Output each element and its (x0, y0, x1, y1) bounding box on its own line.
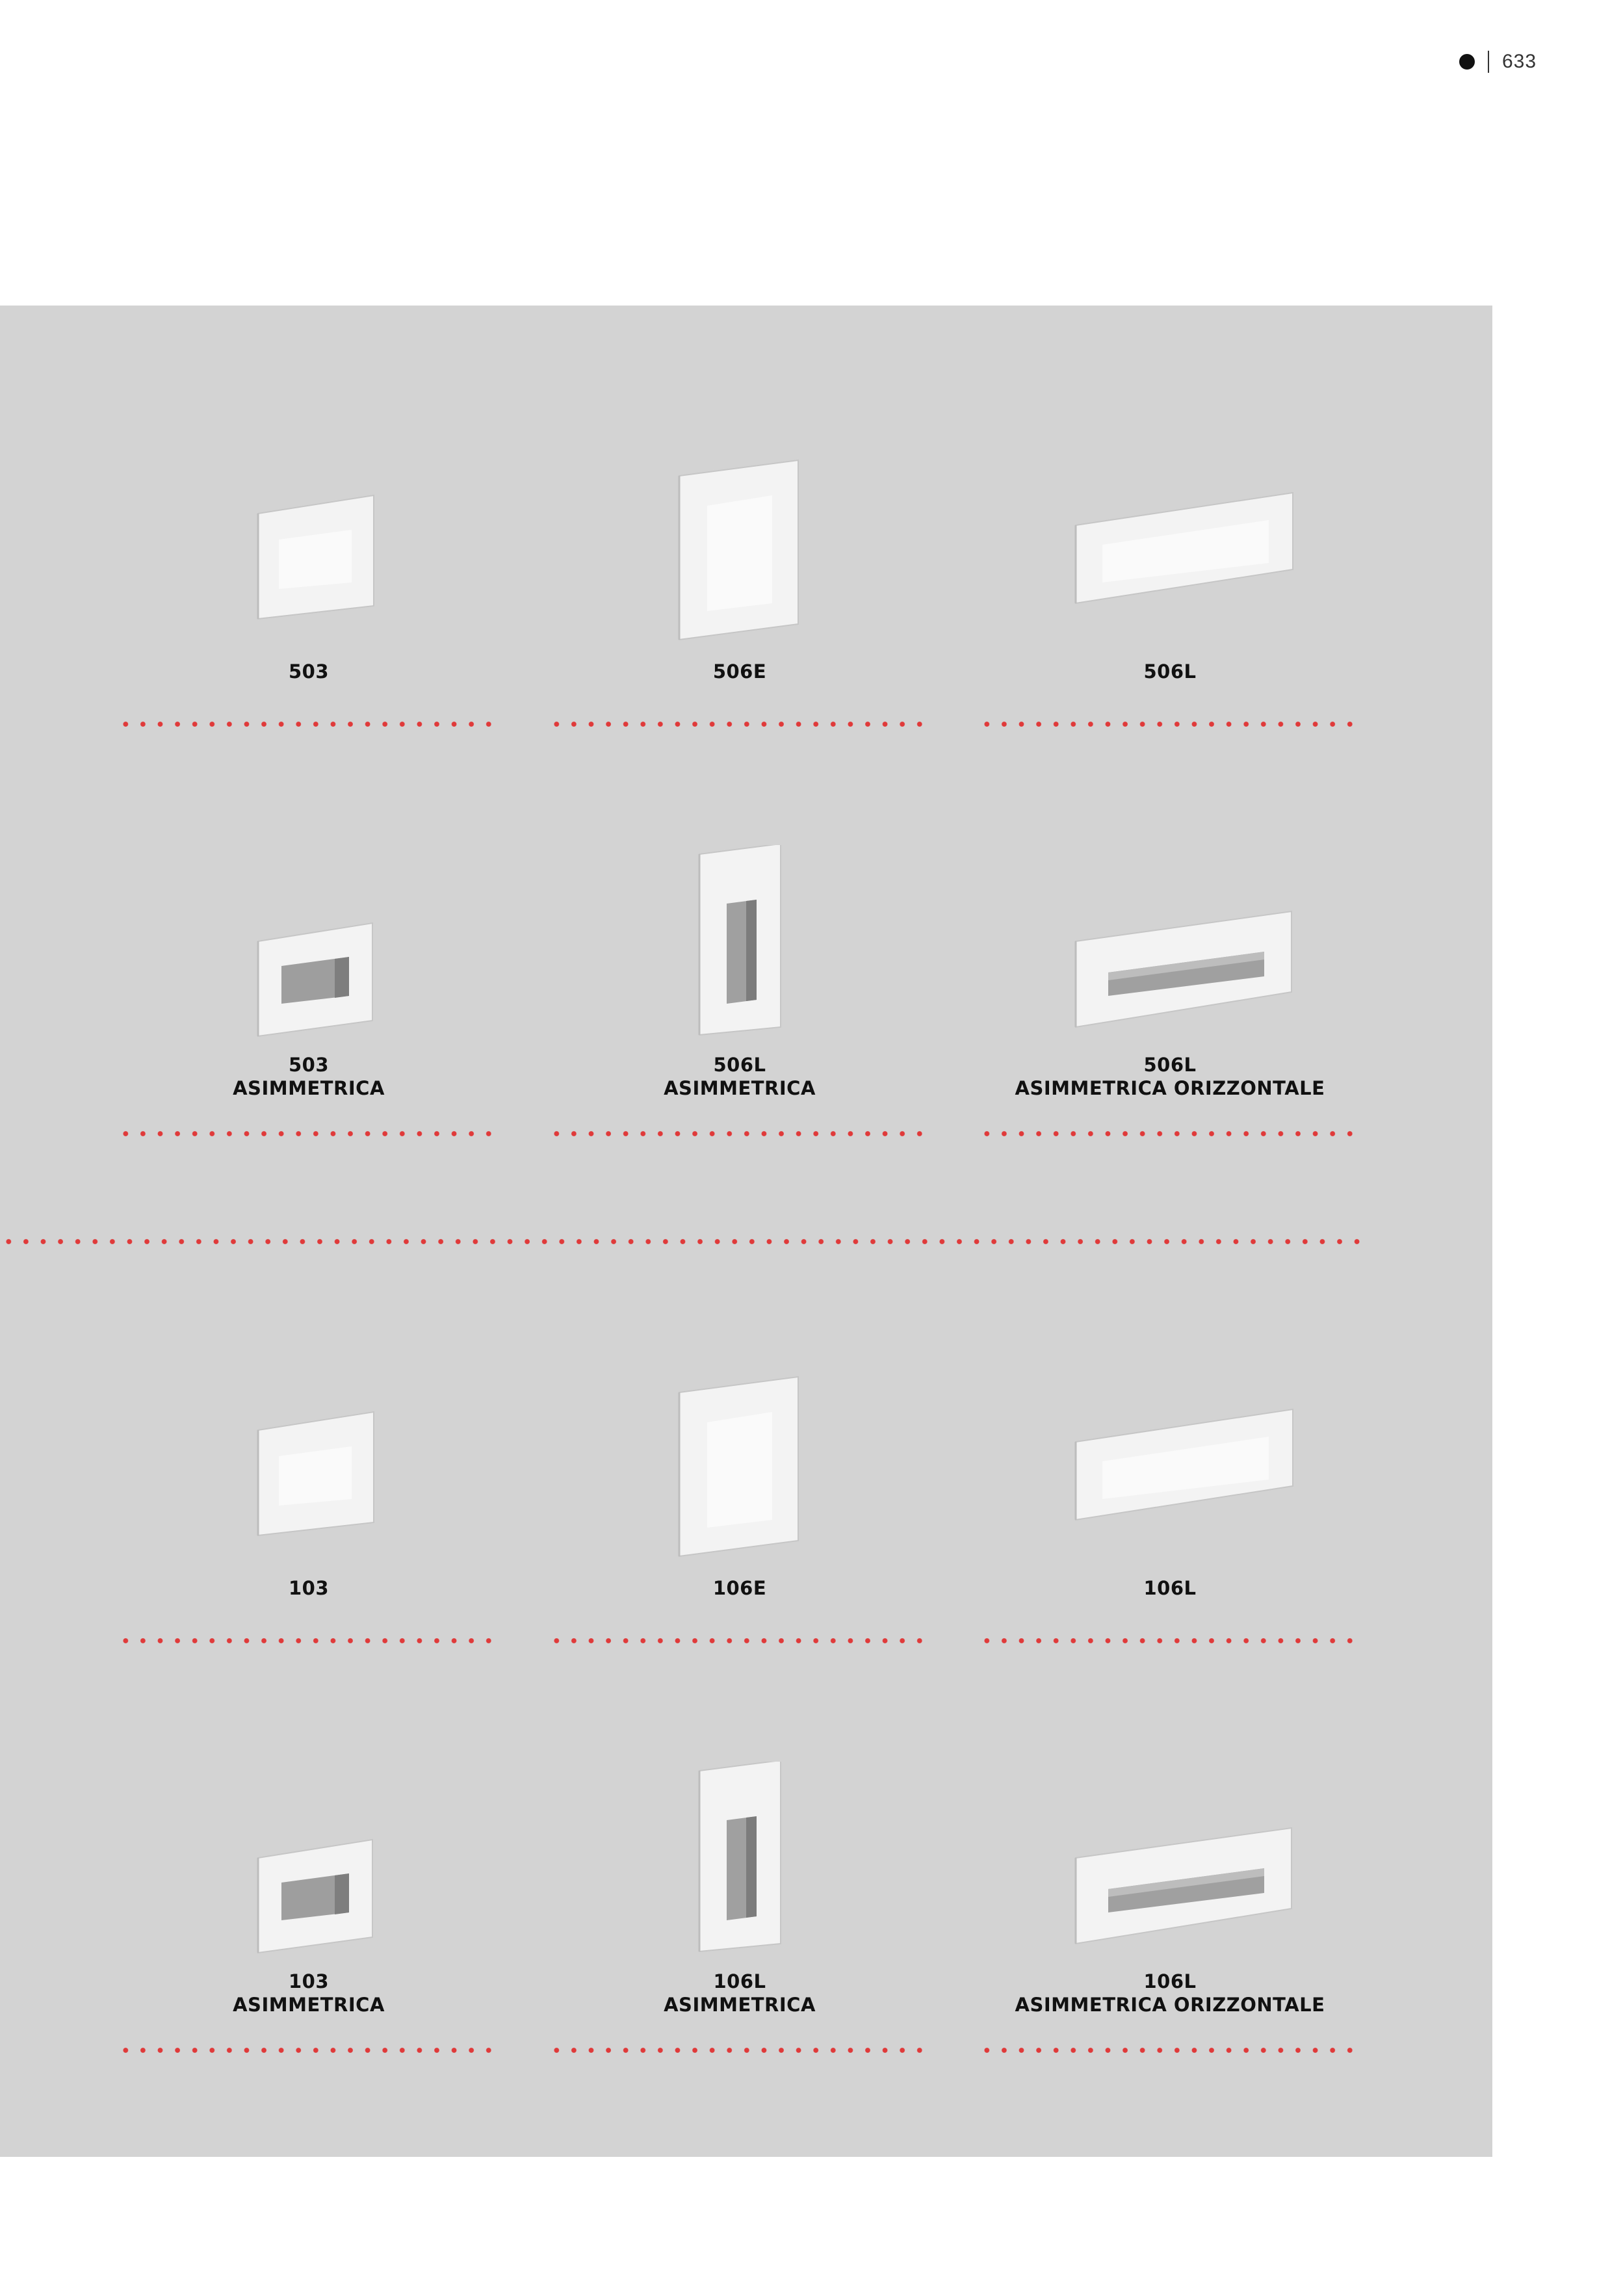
vertical-louver-icon (545, 1762, 935, 1976)
dotted-divider (548, 2048, 931, 2053)
product-item[interactable] (114, 1762, 504, 2178)
horizontal-rectangle-frame-icon (975, 436, 1365, 650)
product-item[interactable] (975, 845, 1365, 1261)
product-item[interactable] (975, 1762, 1365, 2178)
product-code: 503 (288, 660, 330, 683)
product-code: 106L (1143, 1970, 1197, 1992)
dotted-divider (978, 1638, 1362, 1643)
product-item[interactable] (975, 436, 1365, 852)
product-row (0, 1762, 1492, 2184)
product-code: 103 (288, 1577, 330, 1599)
dotted-divider (117, 1131, 500, 1136)
vertical-louver-icon (545, 845, 935, 1060)
product-caption (114, 1576, 504, 1600)
dotted-divider (548, 1638, 931, 1643)
product-caption (545, 1576, 935, 1600)
product-caption (114, 1970, 504, 2016)
product-caption (975, 1053, 1365, 1100)
product-code: 106E (712, 1577, 767, 1599)
product-item[interactable] (114, 436, 504, 852)
dotted-divider (117, 722, 500, 727)
dotted-divider (117, 2048, 500, 2053)
dotted-divider (548, 1131, 931, 1136)
product-caption (545, 660, 935, 683)
product-item[interactable] (114, 845, 504, 1261)
product-section-2 (0, 1352, 1492, 2016)
dotted-divider (548, 722, 931, 727)
product-caption (545, 1053, 935, 1100)
product-item[interactable] (114, 1352, 504, 1768)
page-header (1459, 51, 1537, 73)
section-divider (0, 1239, 1365, 1244)
product-variant: ASIMMETRICA (233, 1077, 385, 1099)
product-panel (0, 306, 1492, 2157)
header-divider (1488, 51, 1489, 73)
product-code: 506L (1143, 1054, 1197, 1076)
product-variant: ASIMMETRICA ORIZZONTALE (1015, 1077, 1325, 1099)
product-item[interactable] (545, 845, 935, 1261)
square-louver-icon (114, 1762, 504, 1976)
vertical-rectangle-frame-icon (545, 1352, 935, 1567)
product-item[interactable] (545, 436, 935, 852)
dotted-divider (978, 722, 1362, 727)
product-code: 506L (1143, 660, 1197, 683)
product-caption (975, 1576, 1365, 1600)
product-code: 503 (288, 1054, 330, 1076)
product-code: 506L (713, 1054, 766, 1076)
product-caption (114, 660, 504, 683)
product-code: 106L (713, 1970, 766, 1992)
product-item[interactable] (545, 1352, 935, 1768)
page-number: 633 (1502, 51, 1537, 72)
product-item[interactable] (975, 1352, 1365, 1768)
product-code: 506E (712, 660, 767, 683)
product-code: 103 (288, 1970, 330, 1992)
square-frame-icon (114, 1352, 504, 1567)
dotted-divider (117, 1638, 500, 1643)
product-variant: ASIMMETRICA ORIZZONTALE (1015, 1994, 1325, 2016)
product-variant: ASIMMETRICA (233, 1994, 385, 2016)
vertical-rectangle-frame-icon (545, 436, 935, 650)
dotted-divider (978, 1131, 1362, 1136)
product-caption (545, 1970, 935, 2016)
product-variant: ASIMMETRICA (664, 1077, 816, 1099)
square-louver-icon (114, 845, 504, 1060)
square-frame-icon (114, 436, 504, 650)
product-caption (975, 660, 1365, 683)
product-variant: ASIMMETRICA (664, 1994, 816, 2016)
horizontal-louver-icon (975, 845, 1365, 1060)
horizontal-rectangle-frame-icon (975, 1352, 1365, 1567)
product-item[interactable] (545, 1762, 935, 2178)
product-section-1 (0, 436, 1492, 1099)
dotted-divider (978, 2048, 1362, 2053)
bullet-icon (1459, 54, 1475, 70)
horizontal-louver-icon (975, 1762, 1365, 1976)
product-row (0, 845, 1492, 1268)
product-row (0, 1352, 1492, 1775)
product-caption (975, 1970, 1365, 2016)
product-row (0, 436, 1492, 858)
product-code: 106L (1143, 1577, 1197, 1599)
product-caption (114, 1053, 504, 1100)
